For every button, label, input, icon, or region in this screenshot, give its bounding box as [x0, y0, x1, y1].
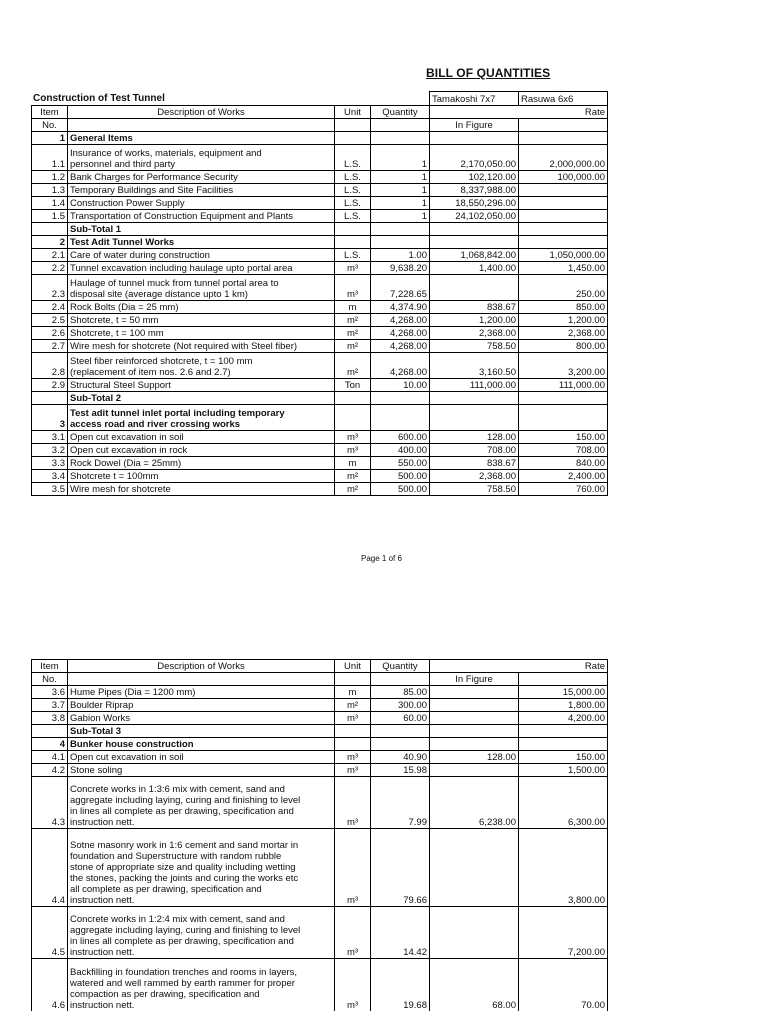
item-quantity — [371, 236, 430, 249]
rate-rasuwa: 850.00 — [519, 301, 608, 314]
item-unit: m² — [335, 353, 371, 379]
item-description: General Items — [68, 132, 335, 145]
rate-rasuwa: 70.00 — [519, 959, 608, 1011]
item-unit — [335, 392, 371, 405]
rate-rasuwa: 2,368.00 — [519, 327, 608, 340]
item-unit: L.S. — [335, 145, 371, 171]
table-row — [32, 738, 608, 751]
table-row — [32, 275, 608, 301]
item-number: 3.3 — [32, 457, 68, 470]
header-unit: Unit — [335, 660, 371, 673]
item-number — [32, 223, 68, 236]
header-item-no: No. — [32, 119, 68, 132]
table-row — [32, 686, 608, 699]
item-unit: m³ — [335, 751, 371, 764]
rate-rasuwa — [519, 392, 608, 405]
table-row — [32, 829, 608, 907]
table-row — [32, 223, 608, 236]
header-item: Item — [32, 106, 68, 119]
item-description: Construction Power Supply — [68, 197, 335, 210]
table-row — [32, 184, 608, 197]
table-row — [32, 301, 608, 314]
table-row — [32, 197, 608, 210]
item-quantity: 4,268.00 — [371, 353, 430, 379]
rate-tamakoshi — [430, 223, 519, 236]
rate-rasuwa: 800.00 — [519, 340, 608, 353]
item-quantity: 15.98 — [371, 764, 430, 777]
rate-tamakoshi — [430, 907, 519, 959]
table-row — [32, 132, 608, 145]
rate-rasuwa — [519, 236, 608, 249]
item-description: Sub-Total 1 — [68, 223, 335, 236]
item-quantity: 40.90 — [371, 751, 430, 764]
header-quantity: Quantity — [371, 660, 430, 673]
table-row — [32, 392, 608, 405]
table-row — [32, 405, 608, 431]
item-quantity: 10.00 — [371, 379, 430, 392]
item-unit: m² — [335, 699, 371, 712]
project-subtitle: Construction of Test Tunnel — [33, 93, 165, 104]
rate-tamakoshi: 758.50 — [430, 483, 519, 496]
rate-tamakoshi: 24,102,050.00 — [430, 210, 519, 223]
item-number: 3.7 — [32, 699, 68, 712]
item-description: Wire mesh for shotcrete (Not required with Steel fiber) — [68, 340, 335, 353]
item-quantity: 500.00 — [371, 483, 430, 496]
item-number: 1.4 — [32, 197, 68, 210]
table-row — [32, 236, 608, 249]
table-row — [32, 470, 608, 483]
item-description: Insurance of works, materials, equipment and personnel and third party — [68, 145, 335, 171]
rate-tamakoshi: 128.00 — [430, 431, 519, 444]
item-quantity — [371, 223, 430, 236]
item-number: 1.5 — [32, 210, 68, 223]
rate-tamakoshi — [430, 686, 519, 699]
item-description: Shotcrete, t = 50 mm — [68, 314, 335, 327]
item-description: Shotcrete t = 100mm — [68, 470, 335, 483]
item-unit: m³ — [335, 907, 371, 959]
item-description: Temporary Buildings and Site Facilities — [68, 184, 335, 197]
item-description: Sotne masonry work in 1:6 cement and sand mortar in foundation and Superstructure with random rubble stone of appropriate size and quality including wetting the stones, packing the joints and curing the works etc all complete as per drawing, specification and instruction nett. — [68, 829, 335, 907]
rate-rasuwa: 760.00 — [519, 483, 608, 496]
item-number: 2.9 — [32, 379, 68, 392]
rate-rasuwa — [519, 738, 608, 751]
item-unit: m³ — [335, 444, 371, 457]
item-number: 2.5 — [32, 314, 68, 327]
item-number: 3.4 — [32, 470, 68, 483]
item-description: Test Adit Tunnel Works — [68, 236, 335, 249]
item-number: 2.6 — [32, 327, 68, 340]
item-unit: L.S. — [335, 171, 371, 184]
table-row — [32, 249, 608, 262]
document-title: BILL OF QUANTITIES — [426, 66, 551, 80]
rate-tamakoshi: 1,068,842.00 — [430, 249, 519, 262]
item-quantity: 4,374.90 — [371, 301, 430, 314]
item-description: Shotcrete, t = 100 mm — [68, 327, 335, 340]
rate-rasuwa — [519, 197, 608, 210]
rate-tamakoshi: 758.50 — [430, 340, 519, 353]
table-row — [32, 314, 608, 327]
rate-rasuwa: 1,200.00 — [519, 314, 608, 327]
item-unit — [335, 738, 371, 751]
rate-tamakoshi — [430, 392, 519, 405]
item-description: Boulder Riprap — [68, 699, 335, 712]
rate-rasuwa — [519, 132, 608, 145]
item-description: Concrete works in 1:2:4 mix with cement, sand and aggregate including laying, curing and finishing to level in lines all complete as per drawing, specification and instruction nett. — [68, 907, 335, 959]
table-row — [32, 457, 608, 470]
table-row — [32, 751, 608, 764]
item-description: Haulage of tunnel muck from tunnel portal area to disposal site (average distance upto 1 km) — [68, 275, 335, 301]
rate-rasuwa: 250.00 — [519, 275, 608, 301]
table-row — [32, 145, 608, 171]
rate-tamakoshi — [430, 712, 519, 725]
rate-rasuwa: 4,200.00 — [519, 712, 608, 725]
rate-tamakoshi: 18,550,296.00 — [430, 197, 519, 210]
item-quantity: 500.00 — [371, 470, 430, 483]
rate-tamakoshi — [430, 275, 519, 301]
rate-tamakoshi: 8,337,988.00 — [430, 184, 519, 197]
item-unit — [335, 236, 371, 249]
rate-tamakoshi — [430, 405, 519, 431]
item-unit: L.S. — [335, 249, 371, 262]
rate-rasuwa: 840.00 — [519, 457, 608, 470]
rate-tamakoshi: 1,200.00 — [430, 314, 519, 327]
item-quantity: 60.00 — [371, 712, 430, 725]
rate-tamakoshi: 102,120.00 — [430, 171, 519, 184]
item-unit: m² — [335, 314, 371, 327]
rate-rasuwa: 3,200.00 — [519, 353, 608, 379]
rate-tamakoshi: 68.00 — [430, 959, 519, 1011]
item-description: Open cut excavation in rock — [68, 444, 335, 457]
item-quantity: 1 — [371, 210, 430, 223]
item-number: 1.1 — [32, 145, 68, 171]
item-unit: m³ — [335, 275, 371, 301]
rate-rasuwa: 150.00 — [519, 431, 608, 444]
item-number: 3.8 — [32, 712, 68, 725]
item-quantity: 9,638.20 — [371, 262, 430, 275]
header-description: Description of Works — [68, 660, 335, 673]
header-rate: Rate — [519, 106, 608, 119]
item-number: 1.3 — [32, 184, 68, 197]
table-row — [32, 444, 608, 457]
rate-column-1-name: Tamakoshi 7x7 — [430, 92, 519, 106]
item-description: Test adit tunnel inlet portal including temporary access road and river crossing works — [68, 405, 335, 431]
boq-table-page-2 — [31, 659, 608, 1011]
item-unit: L.S. — [335, 210, 371, 223]
item-quantity: 7,228.65 — [371, 275, 430, 301]
item-number: 4.3 — [32, 777, 68, 829]
item-description: Concrete works in 1:3:6 mix with cement, sand and aggregate including laying, curing and finishing to level in lines all complete as per drawing, specification and instruction nett. — [68, 777, 335, 829]
item-quantity — [371, 738, 430, 751]
item-unit — [335, 725, 371, 738]
rate-tamakoshi: 6,238.00 — [430, 777, 519, 829]
rate-tamakoshi — [430, 132, 519, 145]
item-number: 4 — [32, 738, 68, 751]
rate-tamakoshi: 2,368.00 — [430, 470, 519, 483]
rate-rasuwa: 2,400.00 — [519, 470, 608, 483]
item-description: Care of water during construction — [68, 249, 335, 262]
rate-tamakoshi: 128.00 — [430, 751, 519, 764]
item-quantity: 14.42 — [371, 907, 430, 959]
item-description: Sub-Total 2 — [68, 392, 335, 405]
rate-tamakoshi — [430, 829, 519, 907]
item-description: Hume Pipes (Dia = 1200 mm) — [68, 686, 335, 699]
item-number: 3.1 — [32, 431, 68, 444]
item-description: Structural Steel Support — [68, 379, 335, 392]
item-number: 2.1 — [32, 249, 68, 262]
item-number: 4.6 — [32, 959, 68, 1011]
rate-rasuwa: 1,050,000.00 — [519, 249, 608, 262]
rate-rasuwa: 15,000.00 — [519, 686, 608, 699]
table-row — [32, 327, 608, 340]
rate-rasuwa — [519, 405, 608, 431]
item-description: Open cut excavation in soil — [68, 751, 335, 764]
rate-tamakoshi: 838.67 — [430, 301, 519, 314]
item-unit: L.S. — [335, 197, 371, 210]
item-description: Backfilling in foundation trenches and rooms in layers, watered and well rammed by earth rammer for proper compaction as per drawing, specification and instruction nett. — [68, 959, 335, 1011]
rate-rasuwa: 111,000.00 — [519, 379, 608, 392]
rate-rasuwa: 7,200.00 — [519, 907, 608, 959]
item-description: Rock Bolts (Dia = 25 mm) — [68, 301, 335, 314]
item-number — [32, 725, 68, 738]
rate-tamakoshi — [430, 725, 519, 738]
item-quantity: 1.00 — [371, 249, 430, 262]
item-number: 2 — [32, 236, 68, 249]
header-rate: Rate — [519, 660, 608, 673]
item-quantity — [371, 392, 430, 405]
item-quantity: 4,268.00 — [371, 327, 430, 340]
item-number: 4.5 — [32, 907, 68, 959]
item-quantity: 550.00 — [371, 457, 430, 470]
rate-tamakoshi: 838.67 — [430, 457, 519, 470]
item-number: 4.1 — [32, 751, 68, 764]
rate-rasuwa: 6,300.00 — [519, 777, 608, 829]
table-row — [32, 431, 608, 444]
table-row — [32, 483, 608, 496]
header-unit: Unit — [335, 106, 371, 119]
item-description: Sub-Total 3 — [68, 725, 335, 738]
table-row — [32, 777, 608, 829]
header-item-no: No. — [32, 673, 68, 686]
item-unit: m³ — [335, 431, 371, 444]
table-row — [32, 340, 608, 353]
rate-rasuwa — [519, 210, 608, 223]
item-quantity: 1 — [371, 171, 430, 184]
page-number: Page 1 of 6 — [361, 554, 402, 563]
table-row — [32, 379, 608, 392]
item-number: 2.7 — [32, 340, 68, 353]
item-description: Tunnel excavation including haulage upto portal area — [68, 262, 335, 275]
rate-rasuwa: 708.00 — [519, 444, 608, 457]
rate-rasuwa: 1,800.00 — [519, 699, 608, 712]
table-row — [32, 725, 608, 738]
rate-tamakoshi: 1,400.00 — [430, 262, 519, 275]
item-unit: m³ — [335, 764, 371, 777]
item-quantity: 79.66 — [371, 829, 430, 907]
item-quantity: 7.99 — [371, 777, 430, 829]
rate-tamakoshi: 2,170,050.00 — [430, 145, 519, 171]
item-number: 1 — [32, 132, 68, 145]
table-row — [32, 171, 608, 184]
rate-rasuwa: 3,800.00 — [519, 829, 608, 907]
item-description: Gabion Works — [68, 712, 335, 725]
rate-tamakoshi — [430, 236, 519, 249]
rate-rasuwa — [519, 184, 608, 197]
item-number: 2.8 — [32, 353, 68, 379]
item-number: 4.4 — [32, 829, 68, 907]
item-unit: m² — [335, 327, 371, 340]
item-description: Bunker house construction — [68, 738, 335, 751]
header-description: Description of Works — [68, 106, 335, 119]
item-number: 2.2 — [32, 262, 68, 275]
item-description: Transportation of Construction Equipment and Plants — [68, 210, 335, 223]
item-unit: m³ — [335, 777, 371, 829]
item-number — [32, 392, 68, 405]
item-quantity: 85.00 — [371, 686, 430, 699]
item-quantity: 300.00 — [371, 699, 430, 712]
item-number: 3.2 — [32, 444, 68, 457]
item-unit: m² — [335, 483, 371, 496]
item-quantity — [371, 725, 430, 738]
item-quantity: 1 — [371, 184, 430, 197]
item-number: 3.6 — [32, 686, 68, 699]
item-quantity — [371, 132, 430, 145]
item-unit: m³ — [335, 829, 371, 907]
header-quantity: Quantity — [371, 106, 430, 119]
rate-tamakoshi: 111,000.00 — [430, 379, 519, 392]
item-unit: L.S. — [335, 184, 371, 197]
item-number: 2.3 — [32, 275, 68, 301]
table-row — [32, 210, 608, 223]
item-description: Wire mesh for shotcrete — [68, 483, 335, 496]
item-unit — [335, 132, 371, 145]
rate-tamakoshi — [430, 738, 519, 751]
item-quantity — [371, 405, 430, 431]
item-quantity: 1 — [371, 197, 430, 210]
rate-rasuwa — [519, 725, 608, 738]
item-description: Stone soling — [68, 764, 335, 777]
rate-tamakoshi — [430, 764, 519, 777]
item-unit: m — [335, 686, 371, 699]
rate-rasuwa: 2,000,000.00 — [519, 145, 608, 171]
item-quantity: 600.00 — [371, 431, 430, 444]
rate-rasuwa: 1,450.00 — [519, 262, 608, 275]
item-quantity: 4,268.00 — [371, 314, 430, 327]
item-description: Open cut excavation in soil — [68, 431, 335, 444]
item-number: 3 — [32, 405, 68, 431]
rate-tamakoshi — [430, 699, 519, 712]
rate-rasuwa: 1,500.00 — [519, 764, 608, 777]
rate-rasuwa: 100,000.00 — [519, 171, 608, 184]
table-row — [32, 764, 608, 777]
rate-tamakoshi: 3,160.50 — [430, 353, 519, 379]
item-quantity: 400.00 — [371, 444, 430, 457]
item-unit — [335, 405, 371, 431]
item-number: 2.4 — [32, 301, 68, 314]
item-unit: m³ — [335, 712, 371, 725]
table-row — [32, 959, 608, 1011]
item-quantity: 19.68 — [371, 959, 430, 1011]
header-in-figure: In Figure — [430, 673, 519, 686]
table-row — [32, 353, 608, 379]
item-unit: m³ — [335, 959, 371, 1011]
rate-tamakoshi: 2,368.00 — [430, 327, 519, 340]
item-unit: m² — [335, 340, 371, 353]
table-row — [32, 699, 608, 712]
item-number: 4.2 — [32, 764, 68, 777]
header-in-figure: In Figure — [430, 119, 519, 132]
item-description: Bank Charges for Performance Security — [68, 171, 335, 184]
table-row — [32, 712, 608, 725]
item-description: Steel fiber reinforced shotcrete, t = 100 mm (replacement of item nos. 2.6 and 2.7) — [68, 353, 335, 379]
item-unit: m² — [335, 470, 371, 483]
table-row — [32, 262, 608, 275]
item-description: Rock Dowel (Dia = 25mm) — [68, 457, 335, 470]
item-number: 1.2 — [32, 171, 68, 184]
item-quantity: 1 — [371, 145, 430, 171]
rate-rasuwa: 150.00 — [519, 751, 608, 764]
item-unit: m — [335, 301, 371, 314]
table-row — [32, 907, 608, 959]
item-unit: m — [335, 457, 371, 470]
rate-tamakoshi: 708.00 — [430, 444, 519, 457]
rate-rasuwa — [519, 223, 608, 236]
item-number: 3.5 — [32, 483, 68, 496]
header-item: Item — [32, 660, 68, 673]
rate-column-2-name: Rasuwa 6x6 — [519, 92, 608, 106]
item-unit: m³ — [335, 262, 371, 275]
boq-table-page-1 — [31, 91, 608, 496]
item-unit — [335, 223, 371, 236]
item-unit: Ton — [335, 379, 371, 392]
item-quantity: 4,268.00 — [371, 340, 430, 353]
